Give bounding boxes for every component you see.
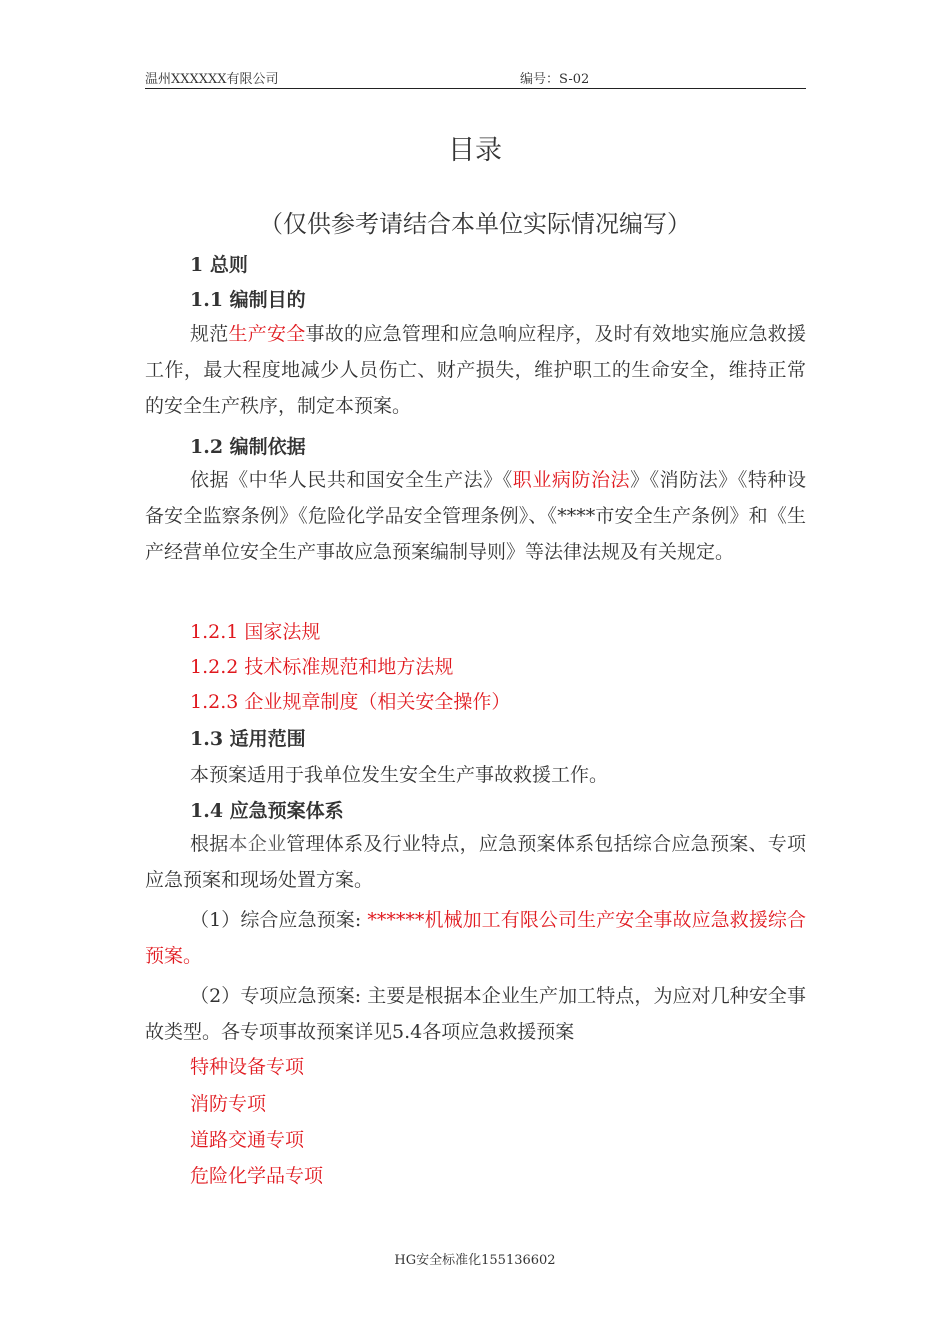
page-footer: HG安全标准化155136602 [394,1253,556,1268]
special-plan-equipment: 特种设备专项 [190,1056,305,1078]
heading-national-laws: 1.2.1 国家法规 [190,621,321,643]
paragraph-purpose-start: 规范 [190,323,229,345]
paragraph-plan-system-rest: 管理体系及行业特点，应急预案体系包括综合应急预案、专项应急预案和现场处置方案。 [145,833,806,891]
page-header [145,64,806,89]
heading-purpose: 1.1 编制目的 [190,289,306,311]
paragraph-purpose-rest: 事故的应急管理和应急响应程序，及时有效地实施应急救援工作，最大程度地减少人员伤亡、财产损失，维护职工的生命安全，维持正常的安全生产秩序，制定本预案。 [145,323,806,417]
highlight-enterprise: 本企业 [228,833,287,855]
item-comprehensive-plan [145,902,806,974]
page-title: 目录 [448,135,502,166]
paragraph-scope: 本预案适用于我单位发生安全生产事故救援工作。 [190,764,609,786]
highlight-occupational-law: 职业病防治法 [512,469,631,491]
paragraph-purpose [145,316,806,424]
heading-general: 1 总则 [190,254,248,276]
paragraph-plan-system-start: 根据 [190,833,229,855]
heading-technical-standards: 1.2.2 技术标准规范和地方法规 [190,656,454,678]
paragraph-basis-start: 依据《中华人民共和国安全生产法》《 [190,469,513,491]
item-comprehensive-plan-name: ******机械加工有限公司生产安全事故应急救援综合预案。 [145,909,806,967]
item-special-plan: （2）专项应急预案: 主要是根据本企业生产加工特点，为应对几种安全事故类型。各专项事故预案详见5.4各项应急救援预案 [145,985,806,1043]
paragraph-basis [145,462,806,570]
special-plan-fire: 消防专项 [190,1093,267,1115]
heading-enterprise-rules: 1.2.3 企业规章制度（相关安全操作） [190,691,511,713]
paragraph-plan-system [145,826,806,898]
highlight-production-safety: 生产安全 [228,323,306,345]
special-plan-chemicals: 危险化学品专项 [190,1165,324,1187]
heading-basis: 1.2 编制依据 [190,436,306,458]
heading-scope: 1.3 适用范围 [190,728,306,750]
paragraph-basis-rest: 》《消防法》《特种设备安全监察条例》《危险化学品安全管理条例》、《****市安全生产条例》和《生产经营单位安全生产事故应急预案编制导则》等法律法规及有关规定。 [145,469,806,563]
page-subtitle: （仅供参考请结合本单位实际情况编写） [259,210,691,238]
item-comprehensive-plan-label: （1）综合应急预案: [190,909,368,931]
special-plan-traffic: 道路交通专项 [190,1129,305,1151]
document-number: 编号：S-02 [520,72,590,87]
company-name: 温州XXXXXX有限公司 [145,72,279,87]
heading-plan-system: 1.4 应急预案体系 [190,800,344,822]
